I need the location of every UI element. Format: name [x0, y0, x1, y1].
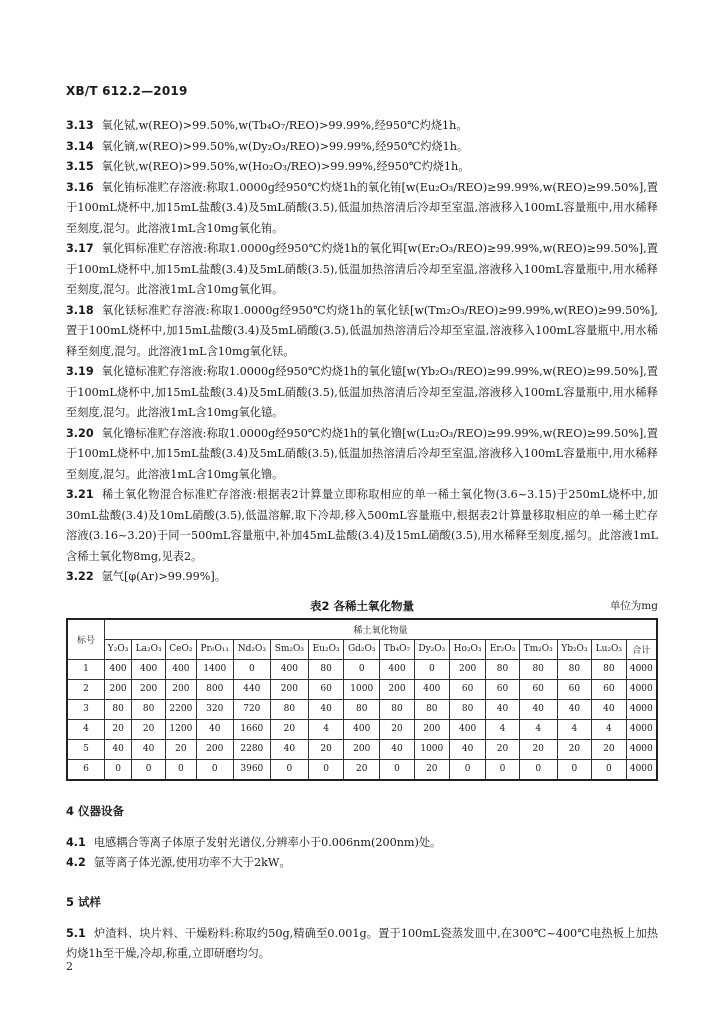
clause-item: [66, 239, 658, 301]
section-5-items: [66, 924, 658, 965]
clause-text: 氧化铕标准贮存溶液:称取1.0000g经950℃灼烧1h的氧化铕[w(Eu₂O₃/REO)≥99.99%,w(REO)≥99.50%],置于100mL烧杯中,加15mL盐酸(3.4)及5mL硝酸(3.5),低温加热溶清后冷却至室温,溶液移入100mL容量瓶中,用水稀释至刻度,混匀。此溶液1mL含10mg氧化铕。: [66, 180, 658, 235]
section-5-title: 5 试样: [66, 894, 102, 909]
table-cell: 80: [592, 659, 627, 679]
table-column-header: Tm₂O₃: [519, 639, 557, 659]
table-cell: 0: [380, 759, 415, 780]
table-cell: 4: [557, 719, 591, 739]
table-cell: 20: [414, 759, 449, 780]
table-cell: 400: [105, 659, 132, 679]
table-cell: 20: [592, 739, 627, 759]
table-cell: 40: [196, 719, 233, 739]
clause-text: 氧化镝,w(REO)>99.50%,w(Dy₂O₃/REO)>99.99%,经950℃灼烧1h。: [101, 139, 469, 153]
table-cell: 40: [270, 739, 308, 759]
table-row: [67, 699, 657, 719]
table-row: [67, 719, 657, 739]
clause-number: 3.16: [66, 180, 94, 194]
table-cell: 4000: [626, 739, 657, 759]
table-2: [66, 596, 658, 781]
page-number: 2: [66, 960, 73, 973]
table-cell: 800: [196, 679, 233, 699]
clause-item: [66, 485, 658, 567]
table-cell: 80: [449, 699, 485, 719]
table-cell: 1: [67, 659, 105, 679]
table-cell: 200: [196, 739, 233, 759]
table-cell: 60: [557, 679, 591, 699]
clause-text: 氩等离子体光源,使用功率不大于2kW。: [93, 856, 291, 869]
clause-text: 氧化镱标准贮存溶液:称取1.0000g经950℃灼烧1h的氧化镱[w(Yb₂O₃/REO)≥99.99%,w(REO)≥99.50%],置于100mL烧杯中,加15mL盐酸(3.4)及5mL硝酸(3.5),低温加热溶清后冷却至室温,溶液移入100mL容量瓶中,用水稀释至刻度,混匀。此溶液1mL含10mg氧化镱。: [66, 365, 658, 419]
table-cell: 60: [486, 679, 519, 699]
table-cell: 4: [592, 719, 627, 739]
table-cell: 400: [132, 659, 166, 679]
table-cell: 0: [519, 759, 557, 780]
table-cell: 5: [67, 739, 105, 759]
table-cell: 1400: [196, 659, 233, 679]
clause-number: 3.22: [66, 570, 94, 583]
table-row: [67, 679, 657, 699]
table-cell: 3960: [233, 759, 270, 780]
table-cell: 60: [592, 679, 627, 699]
document-code: XB/T 612.2—2019: [66, 84, 188, 98]
clause-item: [66, 116, 658, 137]
clause-number: 5.1: [66, 926, 86, 940]
table-cell: 80: [557, 659, 591, 679]
table-cell: 400: [270, 659, 308, 679]
table-cell: 4000: [626, 679, 657, 699]
clause-item: [66, 137, 658, 158]
table-cell: 400: [449, 719, 485, 739]
clause-number: 3.17: [66, 242, 94, 255]
table-cell: 20: [132, 719, 166, 739]
table-cell: 400: [344, 719, 380, 739]
table-column-header-row: [67, 639, 657, 659]
table-cell: 200: [166, 679, 197, 699]
table-cell: 20: [486, 739, 519, 759]
table-label-header: 标号: [67, 619, 105, 660]
table-column-header: Gd₂O₃: [344, 639, 380, 659]
table-cell: 1000: [414, 739, 449, 759]
table-cell: 4: [67, 719, 105, 739]
table-column-header: Eu₂O₃: [308, 639, 343, 659]
table-unit: 单位为mg: [609, 599, 658, 612]
table-column-header: CeO₂: [166, 639, 197, 659]
clause-text: 氧化钬,w(REO)>99.50%,w(Ho₂O₃/REO)>99.99%,经950℃灼烧1h。: [101, 160, 470, 173]
table-cell: 20: [519, 739, 557, 759]
clause-number: 3.13: [66, 119, 94, 132]
table-cell: 0: [105, 759, 132, 780]
table-cell: 0: [414, 659, 449, 679]
table-cell: 20: [270, 719, 308, 739]
clause-text: 氧化铽,w(REO)>99.50%,w(Tb₄O₇/REO)>99.99%,经950℃灼烧1h。: [101, 119, 468, 132]
table-cell: 0: [132, 759, 166, 780]
table-cell: 20: [105, 719, 132, 739]
table-cell: 40: [519, 699, 557, 719]
table-cell: 1000: [344, 679, 380, 699]
table-cell: 440: [233, 679, 270, 699]
table-cell: 2: [67, 679, 105, 699]
reagent-list: [66, 116, 658, 588]
clause-text: 氧化镥标准贮存溶液:称取1.0000g经950℃灼烧1h的氧化镥[w(Lu₂O₃/REO)≥99.99%,w(REO)≥99.50%],置于100mL烧杯中,加15mL盐酸(3.4)及5mL硝酸(3.5),低温加热溶清后冷却至室温,溶液移入100mL容量瓶中,用水稀释至刻度,混匀。此溶液1mL含10mg氧化镥。: [66, 426, 658, 481]
table-cell: 40: [592, 699, 627, 719]
table-cell: 4: [308, 719, 343, 739]
clause-number: 3.20: [66, 426, 94, 440]
table-cell: 400: [414, 679, 449, 699]
table-cell: 0: [344, 659, 380, 679]
section-4-title: 4 仪器设备: [66, 803, 125, 818]
table-cell: 3: [67, 699, 105, 719]
clause-number: 3.14: [66, 139, 94, 153]
table-cell: 40: [449, 739, 485, 759]
table-cell: 40: [132, 739, 166, 759]
table-cell: 40: [105, 739, 132, 759]
clause-item: [66, 424, 658, 486]
table-cell: 200: [132, 679, 166, 699]
table-column-header: Pr₆O₁₁: [196, 639, 233, 659]
table-column-header: Yb₂O₃: [557, 639, 591, 659]
table-cell: 4: [519, 719, 557, 739]
table-cell: 4000: [626, 659, 657, 679]
table-column-header: Lu₂O₃: [592, 639, 627, 659]
clause-number: 3.15: [66, 160, 94, 173]
clause-item: [66, 362, 658, 424]
clause-item: [66, 853, 658, 874]
table-cell: 200: [270, 679, 308, 699]
clause-number: 4.2: [66, 856, 86, 869]
table-cell: 0: [449, 759, 485, 780]
clause-text: 氧化铥标准贮存溶液:称取1.0000g经950℃灼烧1h的氧化铥[w(Tm₂O₃/REO)≥99.99%,w(REO)≥99.50%],置于100mL烧杯中,加15mL盐酸(3.4)及5mL硝酸(3.5),低温加热溶清后冷却至室温,溶液移入100mL容量瓶中,用水稀释至刻度,混匀。此溶液1mL含10mg氧化铥。: [66, 303, 658, 358]
table-cell: 720: [233, 699, 270, 719]
clause-text: 炉渣料、块片料、干燥粉料:称取约50g,精确至0.001g。置于100mL瓷蒸发皿中,在300℃~400℃电热板上加热灼烧1h至干燥,冷却,称重,立即研磨均匀。: [66, 926, 658, 960]
table-cell: 400: [166, 659, 197, 679]
table-cell: 4000: [626, 719, 657, 739]
table-cell: 20: [557, 739, 591, 759]
clause-item: [66, 157, 658, 178]
table-column-header: Sm₂O₃: [270, 639, 308, 659]
table-cell: 0: [270, 759, 308, 780]
table-cell: 80: [414, 699, 449, 719]
clause-number: 3.18: [66, 303, 94, 317]
table-group-header: 稀土氧化物量: [105, 619, 658, 640]
table-cell: 80: [519, 659, 557, 679]
table-cell: 40: [308, 699, 343, 719]
table-cell: 80: [270, 699, 308, 719]
clause-number: 3.19: [66, 365, 94, 378]
clause-item: [66, 924, 658, 965]
clause-text: 氧化铒标准贮存溶液:称取1.0000g经950℃灼烧1h的氧化铒[w(Er₂O₃/REO)≥99.99%,w(REO)≥99.50%],置于100mL烧杯中,加15mL盐酸(3.4)及5mL硝酸(3.5),低温加热溶清后冷却至室温,溶液移入100mL容量瓶中,用水稀释至刻度,混匀。此溶液1mL含10mg氧化铒。: [66, 242, 658, 296]
clause-item: [66, 833, 658, 854]
table-cell: 0: [486, 759, 519, 780]
table-cell: 20: [166, 739, 197, 759]
table-cell: 2280: [233, 739, 270, 759]
table-cell: 200: [414, 719, 449, 739]
table-cell: 80: [308, 659, 343, 679]
section-4-items: [66, 833, 658, 874]
table-cell: 400: [380, 659, 415, 679]
table-cell: 6: [67, 759, 105, 780]
table-cell: 1200: [166, 719, 197, 739]
clause-item: [66, 301, 658, 363]
table-cell: 200: [449, 659, 485, 679]
table-row: [67, 659, 657, 679]
table-cell: 60: [449, 679, 485, 699]
table-row: [67, 739, 657, 759]
table-column-header: Nd₂O₃: [233, 639, 270, 659]
clause-item: [66, 178, 658, 240]
clause-text: 氩气[φ(Ar)>99.99%]。: [101, 570, 226, 583]
table-cell: 40: [486, 699, 519, 719]
table-cell: 0: [196, 759, 233, 780]
table-cell: 40: [380, 739, 415, 759]
table-column-header: Ho₂O₃: [449, 639, 485, 659]
table-cell: 80: [380, 699, 415, 719]
clause-item: [66, 567, 658, 588]
table-cell: 80: [105, 699, 132, 719]
table-cell: 80: [344, 699, 380, 719]
table-cell: 4: [486, 719, 519, 739]
table-column-header: Dy₂O₃: [414, 639, 449, 659]
table-column-header: La₂O₃: [132, 639, 166, 659]
table-cell: 4000: [626, 699, 657, 719]
table-cell: 80: [486, 659, 519, 679]
table-cell: 2200: [166, 699, 197, 719]
table-cell: 200: [380, 679, 415, 699]
table-cell: 60: [519, 679, 557, 699]
table-cell: 0: [308, 759, 343, 780]
table-cell: 0: [233, 659, 270, 679]
clause-number: 3.21: [66, 488, 94, 501]
main-content: [66, 116, 658, 965]
table-cell: 200: [105, 679, 132, 699]
table-cell: 20: [308, 739, 343, 759]
oxide-table: [66, 618, 658, 781]
table-cell: 0: [557, 759, 591, 780]
table-cell: 320: [196, 699, 233, 719]
table-cell: 60: [308, 679, 343, 699]
table-column-header: Tb₄O₇: [380, 639, 415, 659]
clause-number: 4.1: [66, 835, 86, 849]
table-cell: 1660: [233, 719, 270, 739]
table-cell: 0: [166, 759, 197, 780]
table-cell: 20: [380, 719, 415, 739]
table-column-header: Y₂O₃: [105, 639, 132, 659]
table-row: [67, 759, 657, 780]
table-cell: 20: [344, 759, 380, 780]
table-cell: 4000: [626, 759, 657, 780]
clause-text: 电感耦合等离子体原子发射光谱仪,分辨率小于0.006nm(200nm)处。: [93, 835, 442, 849]
table-column-header: Er₂O₃: [486, 639, 519, 659]
table-cell: 80: [132, 699, 166, 719]
table-body: [67, 659, 657, 780]
table-column-header: 合计: [626, 639, 657, 659]
clause-text: 稀土氧化物混合标准贮存溶液:根据表2计算量立即称取相应的单一稀土氧化物(3.6~3.15)于250mL烧杯中,加30mL盐酸(3.4)及10mL硝酸(3.5),低温溶解,取下冷却,移入500mL容量瓶中,根据表2计算量移取相应的单一稀土贮存溶液(3.16~3.20)于同一500mL容量瓶中,补加45mL盐酸(3.4)及15mL硝酸(3.5),用水稀释至刻度,摇匀。此溶液1mL含稀土氧化物8mg,见表2。: [66, 488, 658, 563]
table-cell: 200: [344, 739, 380, 759]
table-cell: 0: [592, 759, 627, 780]
table-cell: 40: [557, 699, 591, 719]
table-title: 表2 各稀土氧化物量: [309, 598, 414, 613]
